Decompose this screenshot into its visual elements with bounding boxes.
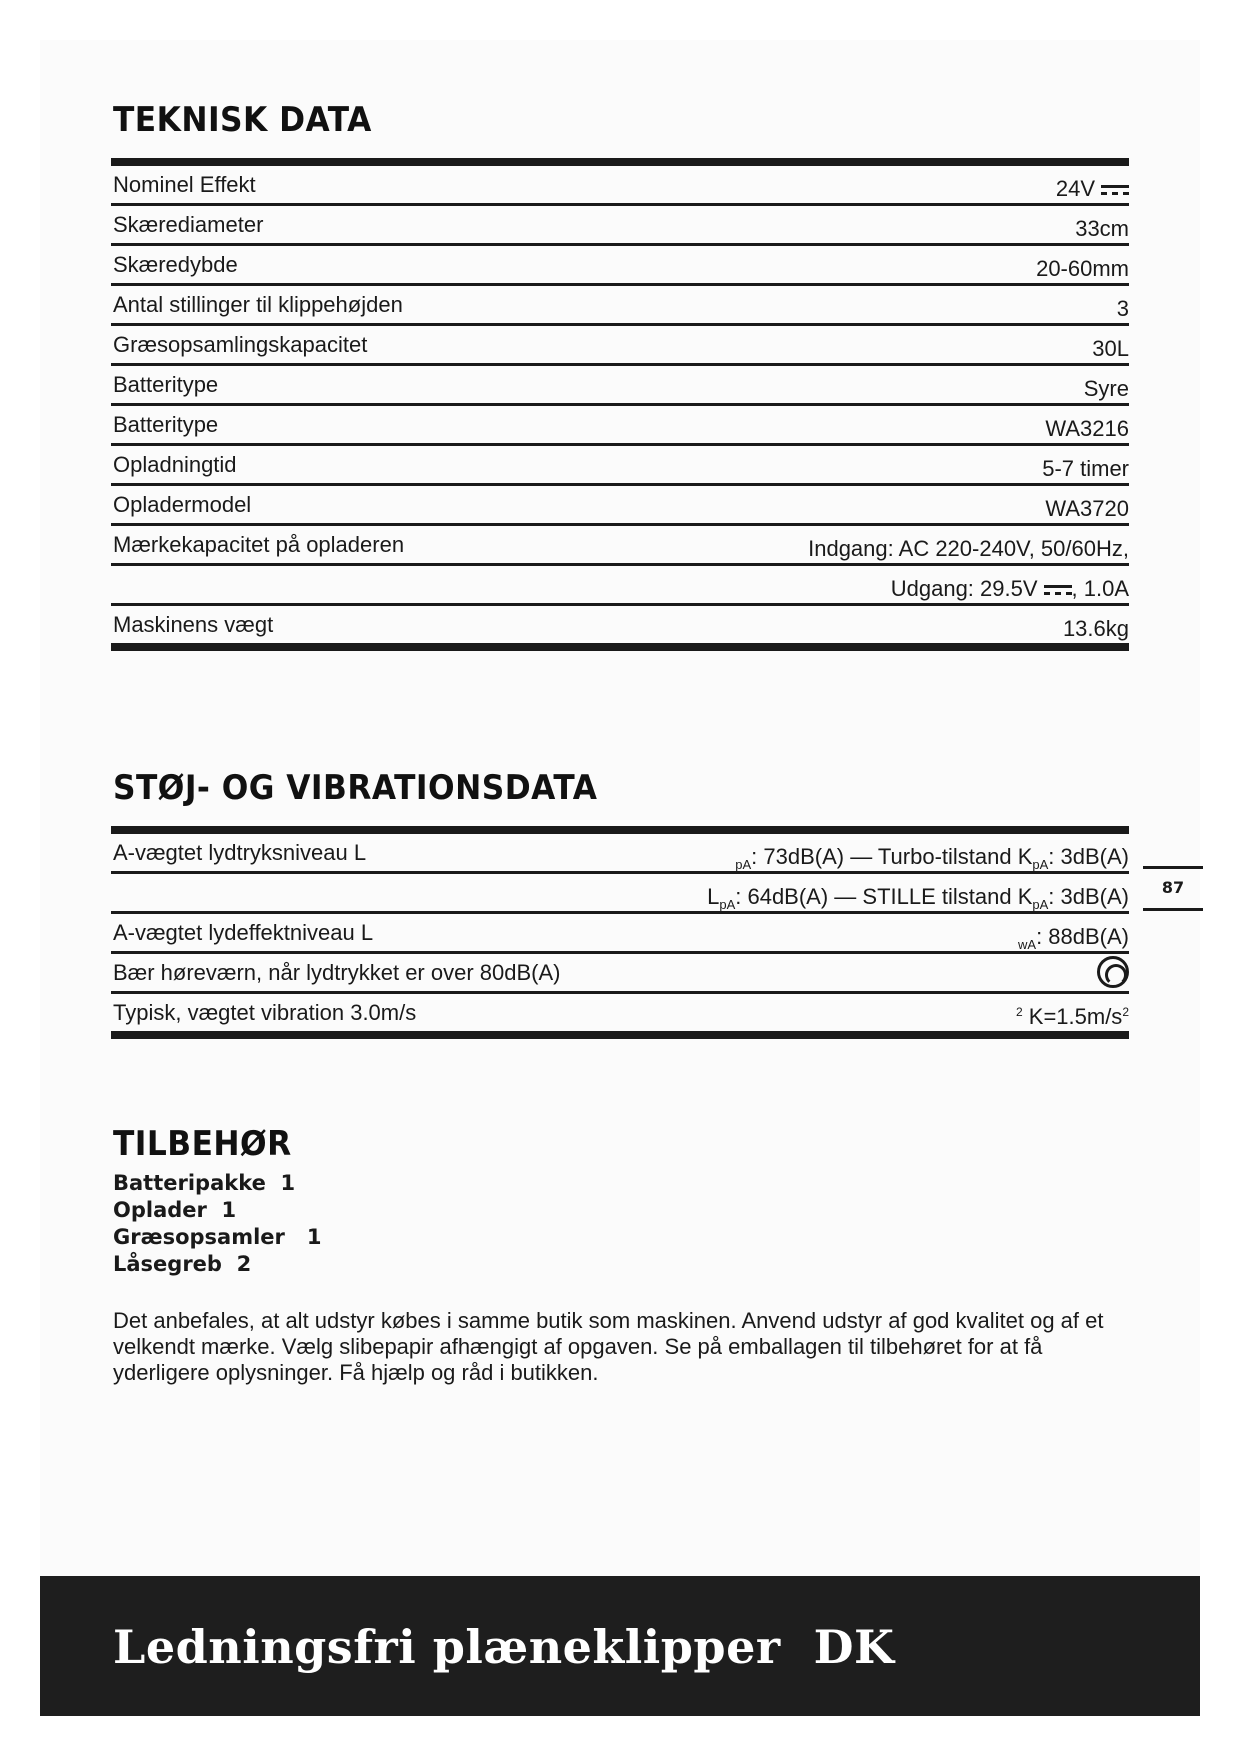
table-top-rule <box>111 158 1129 166</box>
table-row <box>111 446 1129 486</box>
row-value: 20-60mm <box>1036 256 1129 281</box>
value-text: : 73dB(A) — Turbo-tilstand K <box>751 844 1033 869</box>
ear-protection-icon <box>1097 956 1129 988</box>
section-heading-noise: STØJ- OG VIBRATIONSDATA <box>113 768 598 808</box>
dc-current-icon <box>1044 584 1072 597</box>
table-row <box>111 326 1129 366</box>
row-label: Skæredybde <box>113 252 238 277</box>
row-label: Opladermodel <box>113 492 252 517</box>
row-label: A-vægtet lydtryksniveau L <box>113 840 367 865</box>
row-label: Batteritype <box>113 412 219 437</box>
dc-current-icon <box>1101 184 1129 197</box>
row-value <box>707 884 1129 912</box>
row-value <box>1016 1004 1129 1030</box>
table-top-rule <box>111 826 1129 834</box>
value-text: , 1.0A <box>1071 576 1129 601</box>
accessories-paragraph: Det anbefales, at alt udstyr købes i samme butik som maskinen. Anvend udstyr af god kvalitet og af et velkendt mærke. Vælg slibepapir afhængigt af opgaven. Se på emballagen til tilbehøret for at få yderligere oplysninger. Få hjælp og råd i butikken. <box>113 1308 1104 1385</box>
list-item: Batteripakke 1 <box>113 1171 296 1195</box>
value-text: : 3dB(A) <box>1048 884 1129 909</box>
subscript: wA <box>1018 937 1037 952</box>
row-label: Batteritype <box>113 372 219 397</box>
table-row <box>111 366 1129 406</box>
superscript: 2 <box>1122 1005 1129 1019</box>
footer-title: Ledningsfri plæneklipper DK <box>113 1620 895 1674</box>
row-label: Skærediameter <box>113 212 264 237</box>
list-item: Låsegreb 2 <box>113 1252 252 1276</box>
row-value: 13.6kg <box>1062 616 1129 641</box>
list-item: Oplader 1 <box>113 1198 237 1222</box>
table-row <box>111 874 1129 914</box>
row-value: 5-7 timer <box>1042 456 1129 481</box>
table-row <box>111 486 1129 526</box>
page-number: 87 <box>1143 866 1203 911</box>
table-row <box>111 166 1129 206</box>
row-value: WA3720 <box>1045 496 1129 521</box>
section-heading-technical: TEKNISK DATA <box>113 100 372 140</box>
row-value: Indgang: AC 220-240V, 50/60Hz, <box>808 536 1129 561</box>
subscript: pA <box>719 897 736 912</box>
row-value: Syre <box>1083 376 1129 401</box>
row-label: Nominel Effekt <box>113 172 256 197</box>
footer-banner <box>40 1576 1200 1716</box>
table-row <box>111 914 1129 954</box>
table-row <box>111 566 1129 606</box>
value-text: 24V <box>1055 176 1095 201</box>
table-row <box>111 526 1129 566</box>
subscript: pA <box>1032 857 1049 872</box>
value-text: : 88dB(A) <box>1036 924 1129 949</box>
value-text: L <box>707 884 720 909</box>
row-value <box>891 576 1129 602</box>
list-item: Græsopsamler 1 <box>113 1225 322 1249</box>
row-label: Typisk, vægtet vibration 3.0m/s <box>113 1000 417 1025</box>
table-bottom-rule <box>111 643 1129 651</box>
table-row <box>111 286 1129 326</box>
table-row <box>111 206 1129 246</box>
row-label: A-vægtet lydeffektniveau L <box>113 920 374 945</box>
row-value <box>1097 956 1129 988</box>
subscript: pA <box>1032 897 1049 912</box>
row-value: 3 <box>1116 296 1129 321</box>
table-row <box>111 954 1129 994</box>
value-text: K=1.5m/s <box>1022 1004 1123 1029</box>
row-label: Bær høreværn, når lydtrykket er over 80dB(A) <box>113 960 561 985</box>
row-label: Opladningtid <box>113 452 237 477</box>
table-row <box>111 606 1129 643</box>
row-value: 30L <box>1092 336 1129 361</box>
section-heading-accessories: TILBEHØR <box>113 1124 292 1164</box>
row-label: Græsopsamlingskapacitet <box>113 332 368 357</box>
table-row <box>111 406 1129 446</box>
table-row <box>111 834 1129 874</box>
value-text: Udgang: 29.5V <box>890 576 1038 601</box>
row-label: Maskinens vægt <box>113 612 274 637</box>
table-row <box>111 246 1129 286</box>
row-value: WA3216 <box>1045 416 1129 441</box>
technical-data-table <box>111 158 1129 651</box>
noise-data-table <box>111 826 1129 1039</box>
row-value <box>735 844 1129 872</box>
row-value: 33cm <box>1075 216 1129 241</box>
row-value <box>1018 924 1129 952</box>
value-text: : 3dB(A) <box>1048 844 1129 869</box>
row-label: Antal stillinger til klippehøjden <box>113 292 403 317</box>
row-value <box>1056 176 1129 202</box>
accessories-list <box>113 1170 321 1278</box>
subscript: pA <box>735 857 752 872</box>
superscript: 2 <box>1015 1005 1023 1019</box>
value-text: : 64dB(A) — STILLE tilstand K <box>735 884 1033 909</box>
row-label: Mærkekapacitet på opladeren <box>113 532 405 557</box>
table-row <box>111 994 1129 1031</box>
table-bottom-rule <box>111 1031 1129 1039</box>
